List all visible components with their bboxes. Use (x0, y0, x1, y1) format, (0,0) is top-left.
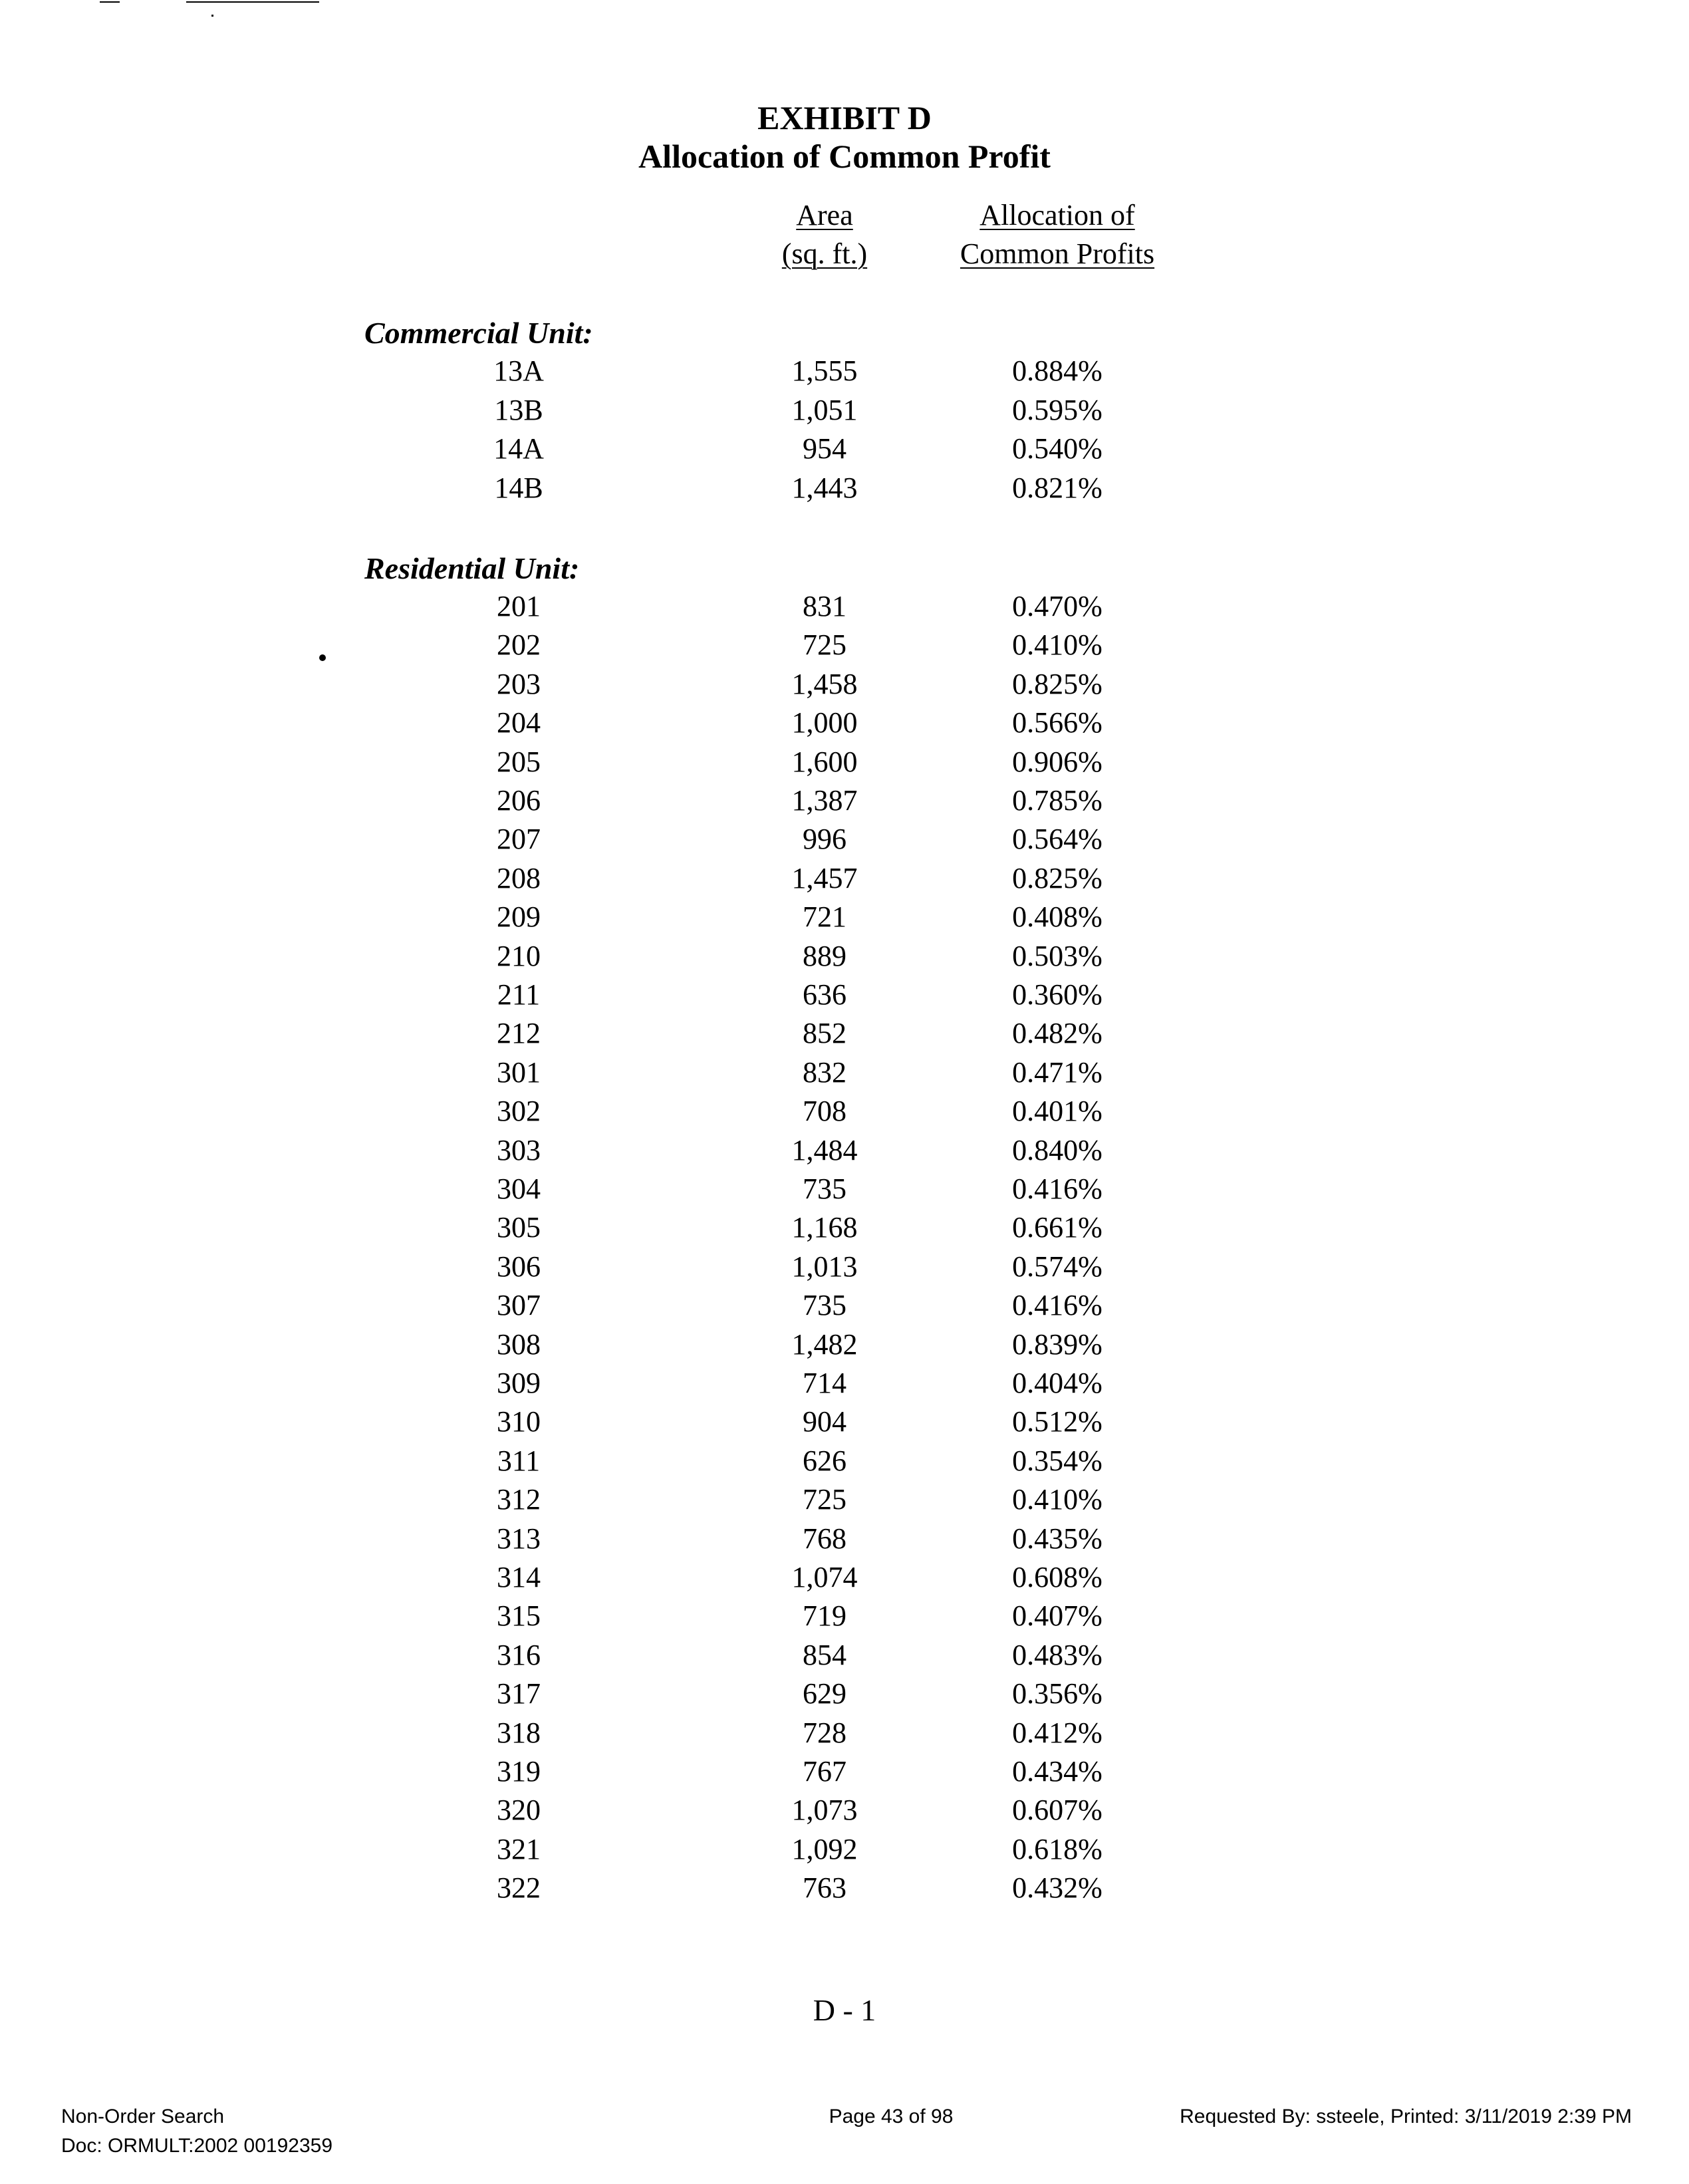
area-cell: 904 (803, 1405, 846, 1438)
area-cell: 1,458 (791, 667, 858, 700)
allocation-cell: 0.410% (1012, 1483, 1103, 1516)
allocation-cell: 0.825% (1012, 667, 1103, 700)
allocation-cell: 0.408% (1012, 900, 1103, 934)
area-cell: 1,074 (791, 1561, 858, 1593)
unit-cell: 210 (497, 939, 541, 972)
allocation-cell: 0.566% (1012, 706, 1103, 740)
allocation-cell: 0.821% (1012, 471, 1103, 504)
area-cell: 889 (803, 939, 846, 972)
area-cell: 852 (803, 1017, 846, 1050)
unit-cell: 317 (497, 1677, 541, 1710)
unit-cell: 13B (494, 393, 543, 426)
unit-cell: 202 (497, 628, 541, 662)
page-title: EXHIBIT D (757, 99, 932, 136)
area-cell: 735 (803, 1172, 846, 1205)
area-cell: 626 (803, 1444, 846, 1477)
allocation-cell: 0.434% (1012, 1755, 1103, 1788)
area-cell: 831 (803, 590, 846, 622)
allocation-cell: 0.360% (1012, 978, 1103, 1011)
unit-cell: 14B (494, 471, 543, 504)
allocation-cell: 0.356% (1012, 1677, 1103, 1710)
page-label: D - 1 (813, 1993, 876, 2027)
footer-search-type: Non-Order Search (61, 2106, 225, 2127)
allocation-cell: 0.470% (1012, 590, 1103, 622)
area-cell: 725 (803, 1483, 846, 1516)
unit-cell: 307 (497, 1289, 541, 1322)
unit-cell: 315 (497, 1599, 541, 1633)
allocation-cell: 0.471% (1012, 1055, 1103, 1089)
area-cell: 728 (803, 1716, 846, 1749)
unit-cell: 212 (497, 1017, 541, 1050)
unit-cell: 306 (497, 1250, 541, 1283)
unit-cell: 203 (497, 667, 541, 700)
unit-cell: 204 (497, 706, 541, 740)
area-cell: 1,051 (791, 393, 858, 426)
area-cell: 1,482 (791, 1327, 858, 1361)
unit-cell: 314 (497, 1561, 541, 1593)
allocation-cell: 0.607% (1012, 1794, 1103, 1827)
allocation-cell: 0.354% (1012, 1444, 1103, 1477)
allocation-cell: 0.540% (1012, 432, 1103, 465)
area-cell: 1,555 (791, 354, 858, 387)
area-cell: 629 (803, 1677, 846, 1710)
allocation-cell: 0.608% (1012, 1561, 1103, 1593)
unit-cell: 211 (497, 978, 541, 1011)
allocation-cell: 0.618% (1012, 1832, 1103, 1865)
area-cell: 708 (803, 1095, 846, 1128)
allocation-cell: 0.661% (1012, 1211, 1103, 1244)
area-cell: 1,013 (791, 1250, 858, 1283)
column-header-allocation: Allocation of (979, 199, 1135, 231)
area-cell: 719 (803, 1599, 846, 1633)
allocation-cell: 0.595% (1012, 393, 1103, 426)
allocation-cell: 0.503% (1012, 939, 1103, 972)
footer-requested-by: Requested By: ssteele, Printed: 3/11/2019 2:39 PM (1180, 2106, 1632, 2127)
area-cell: 1,443 (791, 471, 858, 504)
area-cell: 954 (803, 432, 846, 465)
area-cell: 721 (803, 900, 846, 934)
allocation-cell: 0.825% (1012, 861, 1103, 894)
scan-artifact (100, 1, 120, 3)
unit-cell: 14A (493, 432, 544, 465)
allocation-cell: 0.432% (1012, 1871, 1103, 1905)
area-cell: 767 (803, 1755, 846, 1788)
allocation-cell: 0.483% (1012, 1638, 1103, 1671)
area-cell: 1,168 (791, 1211, 858, 1244)
unit-cell: 310 (497, 1405, 541, 1438)
allocation-cell: 0.564% (1012, 823, 1103, 856)
allocation-cell: 0.401% (1012, 1095, 1103, 1128)
column-header-area-unit: (sq. ft.) (781, 237, 868, 270)
scan-artifact (211, 15, 213, 17)
unit-cell: 320 (497, 1794, 541, 1827)
area-cell: 735 (803, 1289, 846, 1322)
area-cell: 636 (803, 978, 846, 1011)
allocation-cell: 0.416% (1012, 1289, 1103, 1322)
area-cell: 832 (803, 1055, 846, 1089)
allocation-cell: 0.574% (1012, 1250, 1103, 1283)
unit-cell: 312 (497, 1483, 541, 1516)
allocation-cell: 0.482% (1012, 1017, 1103, 1050)
allocation-cell: 0.512% (1012, 1405, 1103, 1438)
area-cell: 1,092 (791, 1832, 858, 1865)
unit-cell: 206 (497, 784, 541, 817)
allocation-cell: 0.410% (1012, 628, 1103, 662)
allocation-cell: 0.785% (1012, 784, 1103, 817)
area-cell: 763 (803, 1871, 846, 1905)
unit-cell: 321 (497, 1832, 541, 1865)
unit-cell: 318 (497, 1716, 541, 1749)
unit-cell: 304 (497, 1172, 541, 1205)
scan-artifact (186, 1, 319, 3)
stray-dot (319, 654, 326, 661)
column-header-allocation-line2: Common Profits (960, 237, 1155, 270)
unit-cell: 311 (497, 1444, 541, 1477)
unit-cell: 313 (497, 1522, 541, 1555)
unit-cell: 316 (497, 1638, 541, 1671)
allocation-cell: 0.840% (1012, 1133, 1103, 1166)
unit-cell: 308 (497, 1327, 541, 1361)
allocation-cell: 0.884% (1012, 354, 1103, 387)
unit-cell: 205 (497, 745, 541, 778)
page-subtitle: Allocation of Common Profit (638, 138, 1051, 175)
unit-cell: 302 (497, 1095, 541, 1128)
unit-cell: 305 (497, 1211, 541, 1244)
allocation-cell: 0.416% (1012, 1172, 1103, 1205)
area-cell: 996 (803, 823, 846, 856)
unit-cell: 309 (497, 1367, 541, 1399)
unit-cell: 303 (497, 1133, 541, 1166)
area-cell: 1,484 (791, 1133, 858, 1166)
unit-cell: 301 (497, 1055, 541, 1089)
allocation-cell: 0.407% (1012, 1599, 1103, 1633)
area-cell: 768 (803, 1522, 846, 1555)
unit-cell: 208 (497, 861, 541, 894)
area-cell: 1,387 (791, 784, 858, 817)
allocation-cell: 0.839% (1012, 1327, 1103, 1361)
area-cell: 1,000 (791, 706, 858, 740)
area-cell: 1,073 (791, 1794, 858, 1827)
section-label-residential: Residential Unit: (364, 551, 580, 585)
footer-page-number: Page 43 of 98 (829, 2106, 954, 2127)
area-cell: 1,457 (791, 861, 858, 894)
unit-cell: 319 (497, 1755, 541, 1788)
unit-cell: 201 (497, 590, 541, 622)
column-header-area: Area (796, 199, 853, 231)
unit-cell: 13A (493, 354, 544, 387)
unit-cell: 322 (497, 1871, 541, 1905)
area-cell: 725 (803, 628, 846, 662)
unit-cell: 207 (497, 823, 541, 856)
unit-cell: 209 (497, 900, 541, 934)
allocation-cell: 0.906% (1012, 745, 1103, 778)
area-cell: 1,600 (791, 745, 858, 778)
area-cell: 714 (803, 1367, 846, 1399)
allocation-cell: 0.412% (1012, 1716, 1103, 1749)
footer-document-id: Doc: ORMULT:2002 00192359 (61, 2135, 333, 2157)
area-cell: 854 (803, 1638, 846, 1671)
allocation-cell: 0.435% (1012, 1522, 1103, 1555)
section-label-commercial: Commercial Unit: (364, 316, 593, 350)
allocation-cell: 0.404% (1012, 1367, 1103, 1399)
